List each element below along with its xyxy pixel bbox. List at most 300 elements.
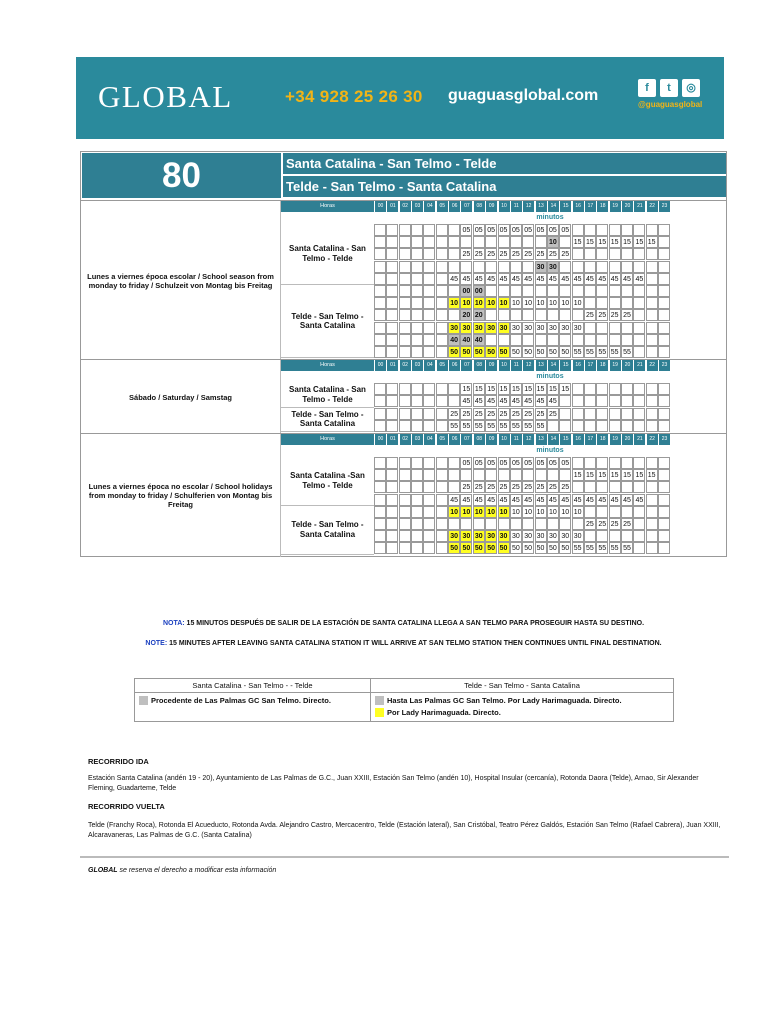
empty-cell bbox=[423, 420, 435, 432]
departure-cell: 15 bbox=[621, 469, 633, 481]
empty-cell bbox=[658, 248, 670, 260]
empty-cell bbox=[646, 506, 658, 518]
departure-cell: 45 bbox=[559, 273, 571, 285]
empty-cell bbox=[609, 530, 621, 542]
departure-cell: 25 bbox=[596, 518, 608, 530]
departure-cell: 25 bbox=[510, 248, 522, 260]
departure-cell: 45 bbox=[621, 494, 633, 506]
empty-cell bbox=[609, 297, 621, 309]
empty-cell bbox=[386, 248, 398, 260]
legend-gray-item-2 bbox=[375, 696, 622, 705]
hours-label: Horas bbox=[281, 434, 374, 445]
hour-header-cell: 16 bbox=[572, 360, 584, 371]
hour-header-cell: 20 bbox=[621, 434, 633, 445]
empty-cell bbox=[423, 518, 435, 530]
empty-cell bbox=[374, 224, 386, 236]
empty-cell bbox=[584, 408, 596, 420]
empty-cell bbox=[374, 481, 386, 493]
empty-cell bbox=[448, 457, 460, 469]
empty-cell bbox=[596, 457, 608, 469]
hour-header-cell: 19 bbox=[609, 434, 621, 445]
hour-header-cell: 07 bbox=[460, 434, 472, 445]
empty-cell bbox=[633, 542, 645, 554]
hour-header-cell: 19 bbox=[609, 360, 621, 371]
empty-cell bbox=[485, 309, 497, 321]
empty-cell bbox=[374, 334, 386, 346]
empty-cell bbox=[399, 469, 411, 481]
departure-cell: 15 bbox=[572, 469, 584, 481]
departure-cell: 50 bbox=[460, 542, 472, 554]
empty-cell bbox=[547, 420, 559, 432]
facebook-icon[interactable]: f bbox=[638, 79, 656, 97]
empty-cell bbox=[609, 334, 621, 346]
empty-cell bbox=[411, 273, 423, 285]
hour-header-cell: 21 bbox=[633, 201, 645, 212]
departure-cell: 30 bbox=[572, 530, 584, 542]
empty-cell bbox=[633, 408, 645, 420]
empty-cell bbox=[411, 261, 423, 273]
hour-header-cell: 22 bbox=[646, 360, 658, 371]
recorrido-ida-text: Estación Santa Catalina (andén 19 - 20), Ayuntamiento de Las Palmas de G.C., Juan XXIII, Estación San Telmo (andén 10), Hospital Insular (cercanía), Rotonda Daora (Telde), Arnao, Sir Alexander Fleming, Guadarteme, Telde bbox=[88, 775, 699, 793]
instagram-icon[interactable]: ◎ bbox=[682, 79, 700, 97]
empty-cell bbox=[596, 395, 608, 407]
footer-disclaimer bbox=[88, 867, 276, 874]
empty-cell bbox=[510, 518, 522, 530]
departure-cell: 55 bbox=[584, 346, 596, 358]
empty-cell bbox=[658, 506, 670, 518]
empty-cell bbox=[374, 322, 386, 334]
empty-cell bbox=[374, 395, 386, 407]
departure-cell: 55 bbox=[460, 420, 472, 432]
empty-cell bbox=[386, 261, 398, 273]
hour-header-cell: 00 bbox=[374, 360, 386, 371]
departure-cell: 40 bbox=[448, 334, 460, 346]
hour-header-cell: 10 bbox=[498, 201, 510, 212]
empty-cell bbox=[633, 383, 645, 395]
empty-cell bbox=[633, 297, 645, 309]
departure-cell: 05 bbox=[485, 457, 497, 469]
empty-cell bbox=[596, 383, 608, 395]
empty-cell bbox=[535, 334, 547, 346]
empty-cell bbox=[374, 420, 386, 432]
legend-gray-item-1 bbox=[139, 696, 331, 705]
empty-cell bbox=[559, 261, 571, 273]
empty-cell bbox=[436, 542, 448, 554]
empty-cell bbox=[596, 506, 608, 518]
empty-cell bbox=[547, 309, 559, 321]
departure-cell: 50 bbox=[510, 542, 522, 554]
departure-cell: 25 bbox=[498, 481, 510, 493]
legend bbox=[134, 678, 674, 722]
empty-cell bbox=[386, 481, 398, 493]
departure-cell: 45 bbox=[448, 494, 460, 506]
empty-cell bbox=[460, 469, 472, 481]
hour-header-cell: 19 bbox=[609, 201, 621, 212]
empty-cell bbox=[386, 469, 398, 481]
empty-cell bbox=[646, 530, 658, 542]
empty-cell bbox=[584, 334, 596, 346]
empty-cell bbox=[399, 285, 411, 297]
website-link[interactable]: guaguasglobal.com bbox=[448, 87, 599, 104]
empty-cell bbox=[485, 285, 497, 297]
departure-cell: 10 bbox=[460, 506, 472, 518]
empty-cell bbox=[658, 457, 670, 469]
empty-cell bbox=[559, 309, 571, 321]
empty-cell bbox=[621, 395, 633, 407]
empty-cell bbox=[386, 322, 398, 334]
departure-cell: 45 bbox=[572, 494, 584, 506]
empty-cell bbox=[572, 309, 584, 321]
empty-cell bbox=[374, 273, 386, 285]
departure-cell: 50 bbox=[547, 542, 559, 554]
departure-cell: 10 bbox=[498, 506, 510, 518]
empty-cell bbox=[399, 248, 411, 260]
empty-cell bbox=[658, 346, 670, 358]
departure-cell: 25 bbox=[460, 481, 472, 493]
empty-cell bbox=[646, 322, 658, 334]
hour-header-cell: 01 bbox=[386, 434, 398, 445]
timetable-header bbox=[81, 152, 728, 200]
departure-cell: 30 bbox=[522, 322, 534, 334]
empty-cell bbox=[448, 236, 460, 248]
empty-cell bbox=[374, 285, 386, 297]
departure-cell: 15 bbox=[510, 383, 522, 395]
departure-cell: 30 bbox=[547, 530, 559, 542]
departure-cell: 10 bbox=[510, 297, 522, 309]
departure-cell: 05 bbox=[547, 224, 559, 236]
empty-cell bbox=[596, 248, 608, 260]
empty-cell bbox=[436, 469, 448, 481]
empty-cell bbox=[559, 469, 571, 481]
section-label: Lunes a viernes época escolar / School season from monday to friday / Schulzeit von Montag bis Freitag bbox=[81, 201, 281, 360]
departure-cell: 00 bbox=[460, 285, 472, 297]
empty-cell bbox=[374, 494, 386, 506]
empty-cell bbox=[386, 273, 398, 285]
empty-cell bbox=[535, 309, 547, 321]
hour-header-cell: 12 bbox=[522, 360, 534, 371]
empty-cell bbox=[436, 334, 448, 346]
route-label: Santa Catalina - San Telmo - Telde bbox=[281, 383, 374, 407]
empty-cell bbox=[621, 506, 633, 518]
empty-cell bbox=[658, 236, 670, 248]
section-label: Lunes a viernes época no escolar / School holidays from monday to friday / Schulferien von Montag bis Freitag bbox=[81, 434, 281, 557]
departure-cell: 30 bbox=[547, 322, 559, 334]
departure-cell: 45 bbox=[547, 395, 559, 407]
empty-cell bbox=[399, 420, 411, 432]
empty-cell bbox=[584, 224, 596, 236]
departure-cell: 45 bbox=[460, 395, 472, 407]
route-number: 80 bbox=[82, 153, 281, 198]
empty-cell bbox=[498, 334, 510, 346]
departure-cell: 05 bbox=[535, 224, 547, 236]
empty-cell bbox=[399, 297, 411, 309]
empty-cell bbox=[436, 506, 448, 518]
empty-cell bbox=[658, 469, 670, 481]
empty-cell bbox=[596, 224, 608, 236]
empty-cell bbox=[658, 383, 670, 395]
hour-header-cell: 06 bbox=[448, 360, 460, 371]
empty-cell bbox=[460, 518, 472, 530]
departure-cell: 45 bbox=[584, 494, 596, 506]
departure-cell: 10 bbox=[547, 236, 559, 248]
empty-cell bbox=[621, 248, 633, 260]
legend-yellow-text: Por Lady Harimaguada. Directo. bbox=[387, 708, 501, 717]
departure-cell: 55 bbox=[609, 346, 621, 358]
empty-cell bbox=[411, 248, 423, 260]
departure-cell: 45 bbox=[522, 395, 534, 407]
departure-cell: 25 bbox=[485, 408, 497, 420]
departure-cell: 45 bbox=[584, 273, 596, 285]
empty-cell bbox=[399, 506, 411, 518]
social-icons bbox=[638, 79, 700, 97]
empty-cell bbox=[448, 518, 460, 530]
departure-cell: 45 bbox=[473, 494, 485, 506]
hour-header-cell: 06 bbox=[448, 201, 460, 212]
departure-cell: 25 bbox=[596, 309, 608, 321]
empty-cell bbox=[423, 309, 435, 321]
empty-cell bbox=[646, 273, 658, 285]
hour-header-cell: 02 bbox=[399, 434, 411, 445]
hour-header-cell: 23 bbox=[658, 434, 670, 445]
hour-header-cell: 21 bbox=[633, 434, 645, 445]
departure-cell: 15 bbox=[584, 469, 596, 481]
empty-cell bbox=[436, 420, 448, 432]
empty-cell bbox=[436, 224, 448, 236]
note-english-text: 15 MINUTES AFTER LEAVING SANTA CATALINA STATION IT WILL ARRIVE AT SAN TELMO STATION THEN CONTINUES UNTIL FINAL DESTINATION. bbox=[167, 640, 662, 647]
empty-cell bbox=[584, 481, 596, 493]
departure-cell: 55 bbox=[448, 420, 460, 432]
note-english bbox=[80, 640, 727, 647]
empty-cell bbox=[374, 542, 386, 554]
empty-cell bbox=[485, 236, 497, 248]
empty-cell bbox=[436, 518, 448, 530]
empty-cell bbox=[399, 273, 411, 285]
departure-cell: 55 bbox=[535, 420, 547, 432]
hours-header-row bbox=[281, 201, 726, 212]
route-direction-2: Telde - San Telmo - Santa Catalina bbox=[283, 176, 726, 197]
empty-cell bbox=[596, 408, 608, 420]
empty-cell bbox=[374, 383, 386, 395]
empty-cell bbox=[646, 457, 658, 469]
empty-cell bbox=[609, 383, 621, 395]
hour-header-cell: 02 bbox=[399, 360, 411, 371]
empty-cell bbox=[411, 224, 423, 236]
departure-cell: 15 bbox=[646, 236, 658, 248]
departure-cell: 55 bbox=[621, 542, 633, 554]
empty-cell bbox=[386, 518, 398, 530]
empty-cell bbox=[448, 224, 460, 236]
empty-cell bbox=[658, 481, 670, 493]
empty-cell bbox=[448, 309, 460, 321]
empty-cell bbox=[522, 309, 534, 321]
departure-cell: 15 bbox=[547, 383, 559, 395]
legend-col-2 bbox=[371, 679, 673, 721]
empty-cell bbox=[423, 383, 435, 395]
empty-cell bbox=[423, 285, 435, 297]
hour-header-cell: 15 bbox=[559, 201, 571, 212]
departure-cell: 10 bbox=[572, 506, 584, 518]
departure-cell: 50 bbox=[522, 542, 534, 554]
phone-number[interactable]: +34 928 25 26 30 bbox=[285, 87, 423, 106]
hour-header-cell: 00 bbox=[374, 434, 386, 445]
departure-cell: 20 bbox=[460, 309, 472, 321]
departure-cell: 40 bbox=[473, 334, 485, 346]
empty-cell bbox=[423, 530, 435, 542]
empty-cell bbox=[633, 530, 645, 542]
empty-cell bbox=[436, 273, 448, 285]
empty-cell bbox=[646, 395, 658, 407]
minutes-label: minutos bbox=[536, 214, 564, 221]
empty-cell bbox=[374, 309, 386, 321]
legend-gray-text-2: Hasta Las Palmas GC San Telmo. Por Lady Harimaguada. Directo. bbox=[387, 696, 622, 705]
departure-cell: 25 bbox=[522, 481, 534, 493]
departure-cell: 25 bbox=[473, 481, 485, 493]
departure-cell: 25 bbox=[473, 248, 485, 260]
empty-cell bbox=[621, 297, 633, 309]
departure-cell: 30 bbox=[535, 530, 547, 542]
departure-cell: 30 bbox=[473, 322, 485, 334]
note-spanish bbox=[80, 620, 727, 627]
empty-cell bbox=[411, 518, 423, 530]
departure-cell: 25 bbox=[460, 248, 472, 260]
departure-cell: 30 bbox=[535, 322, 547, 334]
empty-cell bbox=[423, 334, 435, 346]
departure-cell: 05 bbox=[559, 457, 571, 469]
empty-cell bbox=[559, 236, 571, 248]
departure-cell: 25 bbox=[522, 248, 534, 260]
empty-cell bbox=[547, 469, 559, 481]
twitter-icon[interactable]: t bbox=[660, 79, 678, 97]
note-spanish-key: NOTA: bbox=[162, 620, 185, 627]
departure-cell: 05 bbox=[485, 224, 497, 236]
empty-cell bbox=[633, 224, 645, 236]
route-label: Telde - San Telmo - Santa Catalina bbox=[281, 285, 374, 358]
departure-cell: 45 bbox=[473, 395, 485, 407]
hour-header-cell: 13 bbox=[535, 360, 547, 371]
empty-cell bbox=[510, 261, 522, 273]
empty-cell bbox=[547, 334, 559, 346]
empty-cell bbox=[535, 518, 547, 530]
hour-header-cell: 03 bbox=[411, 360, 423, 371]
departure-cell: 45 bbox=[460, 494, 472, 506]
empty-cell bbox=[633, 322, 645, 334]
recorrido-vuelta-text: Telde (Franchy Roca), Rotonda El Acueducto, Rotonda Avda. Alejandro Castro, Mercacentro, Telde (Estación lateral), San Cristóbal, Teatro Pérez Galdós, Estación San Telmo (Rafael Cabrera), Juan XXIII, Alcaravaneras, Las Palmas de G.C. (Santa Catalina) bbox=[88, 822, 721, 840]
departure-cell: 45 bbox=[448, 273, 460, 285]
empty-cell bbox=[374, 518, 386, 530]
recorrido-vuelta-title: RECORRIDO VUELTA bbox=[88, 802, 165, 811]
empty-cell bbox=[399, 261, 411, 273]
empty-cell bbox=[436, 297, 448, 309]
empty-cell bbox=[658, 408, 670, 420]
empty-cell bbox=[436, 236, 448, 248]
hour-header-cell: 14 bbox=[547, 434, 559, 445]
departure-cell: 15 bbox=[596, 236, 608, 248]
empty-cell bbox=[399, 309, 411, 321]
departure-cell: 55 bbox=[584, 542, 596, 554]
hours-header-row bbox=[281, 434, 726, 445]
empty-cell bbox=[386, 224, 398, 236]
departure-cell: 05 bbox=[510, 457, 522, 469]
hour-header-cell: 06 bbox=[448, 434, 460, 445]
empty-cell bbox=[399, 322, 411, 334]
legend-col-1-title: Santa Catalina - San Telmo - - Telde bbox=[135, 679, 370, 693]
empty-cell bbox=[522, 261, 534, 273]
empty-cell bbox=[411, 309, 423, 321]
hour-header-cell: 15 bbox=[559, 434, 571, 445]
empty-cell bbox=[399, 408, 411, 420]
empty-cell bbox=[658, 261, 670, 273]
departure-cell: 30 bbox=[572, 322, 584, 334]
departure-cell: 10 bbox=[485, 297, 497, 309]
empty-cell bbox=[609, 248, 621, 260]
hour-header-cell: 07 bbox=[460, 201, 472, 212]
empty-cell bbox=[658, 420, 670, 432]
empty-cell bbox=[646, 542, 658, 554]
empty-cell bbox=[448, 395, 460, 407]
hour-header-cell: 20 bbox=[621, 360, 633, 371]
empty-cell bbox=[609, 261, 621, 273]
empty-cell bbox=[658, 322, 670, 334]
empty-cell bbox=[436, 481, 448, 493]
hour-header-cell: 10 bbox=[498, 360, 510, 371]
empty-cell bbox=[658, 530, 670, 542]
departure-cell: 45 bbox=[522, 273, 534, 285]
departure-cell: 25 bbox=[547, 481, 559, 493]
empty-cell bbox=[399, 481, 411, 493]
empty-cell bbox=[411, 481, 423, 493]
empty-cell bbox=[633, 506, 645, 518]
hour-header-cell: 22 bbox=[646, 201, 658, 212]
departure-cell: 25 bbox=[621, 518, 633, 530]
empty-cell bbox=[633, 248, 645, 260]
hour-header-cell: 16 bbox=[572, 201, 584, 212]
departure-cell: 15 bbox=[633, 236, 645, 248]
recorrido-ida-title: RECORRIDO IDA bbox=[88, 757, 149, 766]
departure-cell: 05 bbox=[559, 224, 571, 236]
hours-label: Horas bbox=[281, 201, 374, 212]
empty-cell bbox=[386, 309, 398, 321]
empty-cell bbox=[423, 408, 435, 420]
departure-cell: 15 bbox=[584, 236, 596, 248]
empty-cell bbox=[386, 408, 398, 420]
departure-cell: 45 bbox=[621, 273, 633, 285]
empty-cell bbox=[374, 469, 386, 481]
departure-cell: 25 bbox=[535, 481, 547, 493]
departure-cell: 50 bbox=[473, 346, 485, 358]
hour-header-cell: 08 bbox=[473, 360, 485, 371]
empty-cell bbox=[658, 395, 670, 407]
empty-cell bbox=[423, 481, 435, 493]
empty-cell bbox=[621, 285, 633, 297]
empty-cell bbox=[596, 322, 608, 334]
departure-cell: 10 bbox=[522, 297, 534, 309]
empty-cell bbox=[436, 322, 448, 334]
empty-cell bbox=[584, 457, 596, 469]
empty-cell bbox=[473, 236, 485, 248]
empty-cell bbox=[423, 261, 435, 273]
hour-header-cell: 22 bbox=[646, 434, 658, 445]
departure-cell: 00 bbox=[473, 285, 485, 297]
empty-cell bbox=[411, 395, 423, 407]
empty-cell bbox=[436, 346, 448, 358]
departure-cell: 15 bbox=[596, 469, 608, 481]
empty-cell bbox=[411, 494, 423, 506]
hour-header-cell: 12 bbox=[522, 201, 534, 212]
hour-header-cell: 18 bbox=[596, 360, 608, 371]
departure-cell: 45 bbox=[535, 273, 547, 285]
hour-header-cell: 04 bbox=[423, 434, 435, 445]
departure-cell: 25 bbox=[584, 309, 596, 321]
